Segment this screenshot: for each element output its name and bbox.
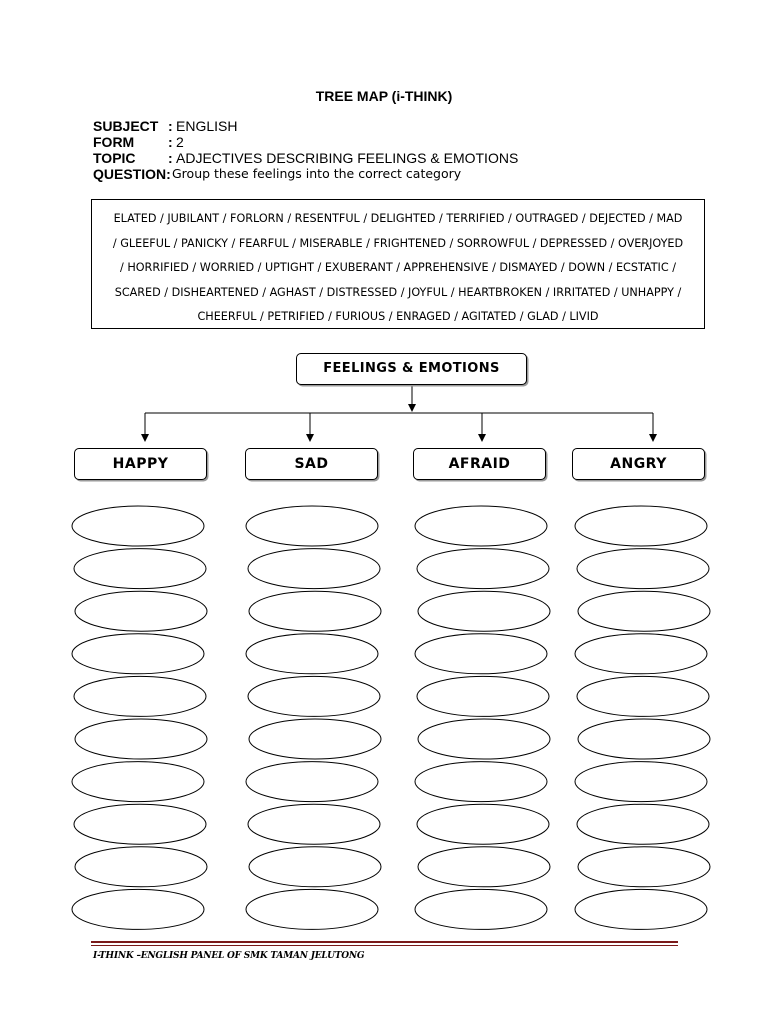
answer-oval-happy[interactable] <box>74 549 206 589</box>
category-sad: SAD <box>245 448 378 480</box>
answer-oval-happy[interactable] <box>75 591 207 631</box>
answer-oval-angry[interactable] <box>575 506 707 546</box>
page-title: TREE MAP (i-THINK) <box>315 88 453 104</box>
form-colon: : <box>168 134 173 150</box>
subject-value: ENGLISH <box>176 118 238 134</box>
answer-oval-afraid[interactable] <box>417 549 549 589</box>
answer-oval-happy[interactable] <box>72 762 204 802</box>
answer-oval-sad[interactable] <box>246 506 378 546</box>
answer-oval-afraid[interactable] <box>415 889 547 929</box>
answer-oval-afraid[interactable] <box>418 719 550 759</box>
answer-oval-sad[interactable] <box>248 676 380 716</box>
word-bank-line: CHEERFUL / PETRIFIED / FURIOUS / ENRAGED / AGITATED / GLAD / LIVID <box>197 310 599 324</box>
word-bank-line: / HORRIFIED / WORRIED / UPTIGHT / EXUBERANT / APPREHENSIVE / DISMAYED / DOWN / ECSTATIC / <box>120 261 676 275</box>
subject-colon: : <box>168 118 173 134</box>
answer-oval-sad[interactable] <box>249 847 381 887</box>
word-bank-line: ELATED / JUBILANT / FORLORN / RESENTFUL / DELIGHTED / TERRIFIED / OUTRAGED / DEJECTED / MAD <box>113 212 683 225</box>
answer-oval-happy[interactable] <box>74 804 206 844</box>
form-label: FORM <box>93 134 135 150</box>
category-angry: ANGRY <box>572 448 705 480</box>
word-bank-line: / GLEEFUL / PANICKY / FEARFUL / MISERABLE / FRIGHTENED / SORROWFUL / DEPRESSED / OVERJOYED <box>112 236 684 250</box>
word-bank-line: SCARED / DISHEARTENED / AGHAST / DISTRESSED / JOYFUL / HEARTBROKEN / IRRITATED / UNHAPPY / <box>114 285 682 299</box>
footer-rule-thin <box>91 945 678 946</box>
answer-oval-sad[interactable] <box>248 804 380 844</box>
answer-oval-sad[interactable] <box>246 762 378 802</box>
question-label: QUESTION: <box>93 166 171 182</box>
question-text: Group these feelings into the correct category <box>172 166 462 181</box>
footer-text: I-THINK –ENGLISH PANEL OF SMK TAMAN JELUTONG <box>93 951 365 961</box>
category-happy: HAPPY <box>74 448 207 480</box>
answer-oval-angry[interactable] <box>575 762 707 802</box>
root-node-feelings-emotions: FEELINGS & EMOTIONS <box>296 353 527 385</box>
answer-oval-happy[interactable] <box>72 506 204 546</box>
answer-oval-sad[interactable] <box>249 719 381 759</box>
answer-oval-happy[interactable] <box>74 676 206 716</box>
answer-oval-afraid[interactable] <box>415 634 547 674</box>
answer-oval-sad[interactable] <box>248 549 380 589</box>
answer-oval-sad[interactable] <box>249 591 381 631</box>
subject-label: SUBJECT <box>93 118 159 134</box>
topic-value: ADJECTIVES DESCRIBING FEELINGS & EMOTIONS <box>176 150 519 166</box>
answer-oval-sad[interactable] <box>246 634 378 674</box>
answer-oval-happy[interactable] <box>72 889 204 929</box>
answer-oval-happy[interactable] <box>72 634 204 674</box>
answer-oval-angry[interactable] <box>578 719 710 759</box>
answer-oval-angry[interactable] <box>577 676 709 716</box>
answer-oval-happy[interactable] <box>75 719 207 759</box>
answer-oval-angry[interactable] <box>577 804 709 844</box>
answer-oval-afraid[interactable] <box>417 676 549 716</box>
category-afraid: AFRAID <box>413 448 546 480</box>
answer-oval-sad[interactable] <box>246 889 378 929</box>
answer-oval-happy[interactable] <box>75 847 207 887</box>
answer-oval-afraid[interactable] <box>418 847 550 887</box>
answer-oval-angry[interactable] <box>578 847 710 887</box>
answer-oval-angry[interactable] <box>578 591 710 631</box>
answer-oval-afraid[interactable] <box>415 506 547 546</box>
topic-label: TOPIC <box>93 150 136 166</box>
answer-oval-angry[interactable] <box>575 889 707 929</box>
answer-oval-afraid[interactable] <box>415 762 547 802</box>
answer-oval-angry[interactable] <box>575 634 707 674</box>
answer-oval-angry[interactable] <box>577 549 709 589</box>
footer-rule <box>91 941 678 943</box>
answer-oval-afraid[interactable] <box>417 804 549 844</box>
topic-colon: : <box>168 150 173 166</box>
form-value: 2 <box>176 134 184 150</box>
answer-oval-afraid[interactable] <box>418 591 550 631</box>
